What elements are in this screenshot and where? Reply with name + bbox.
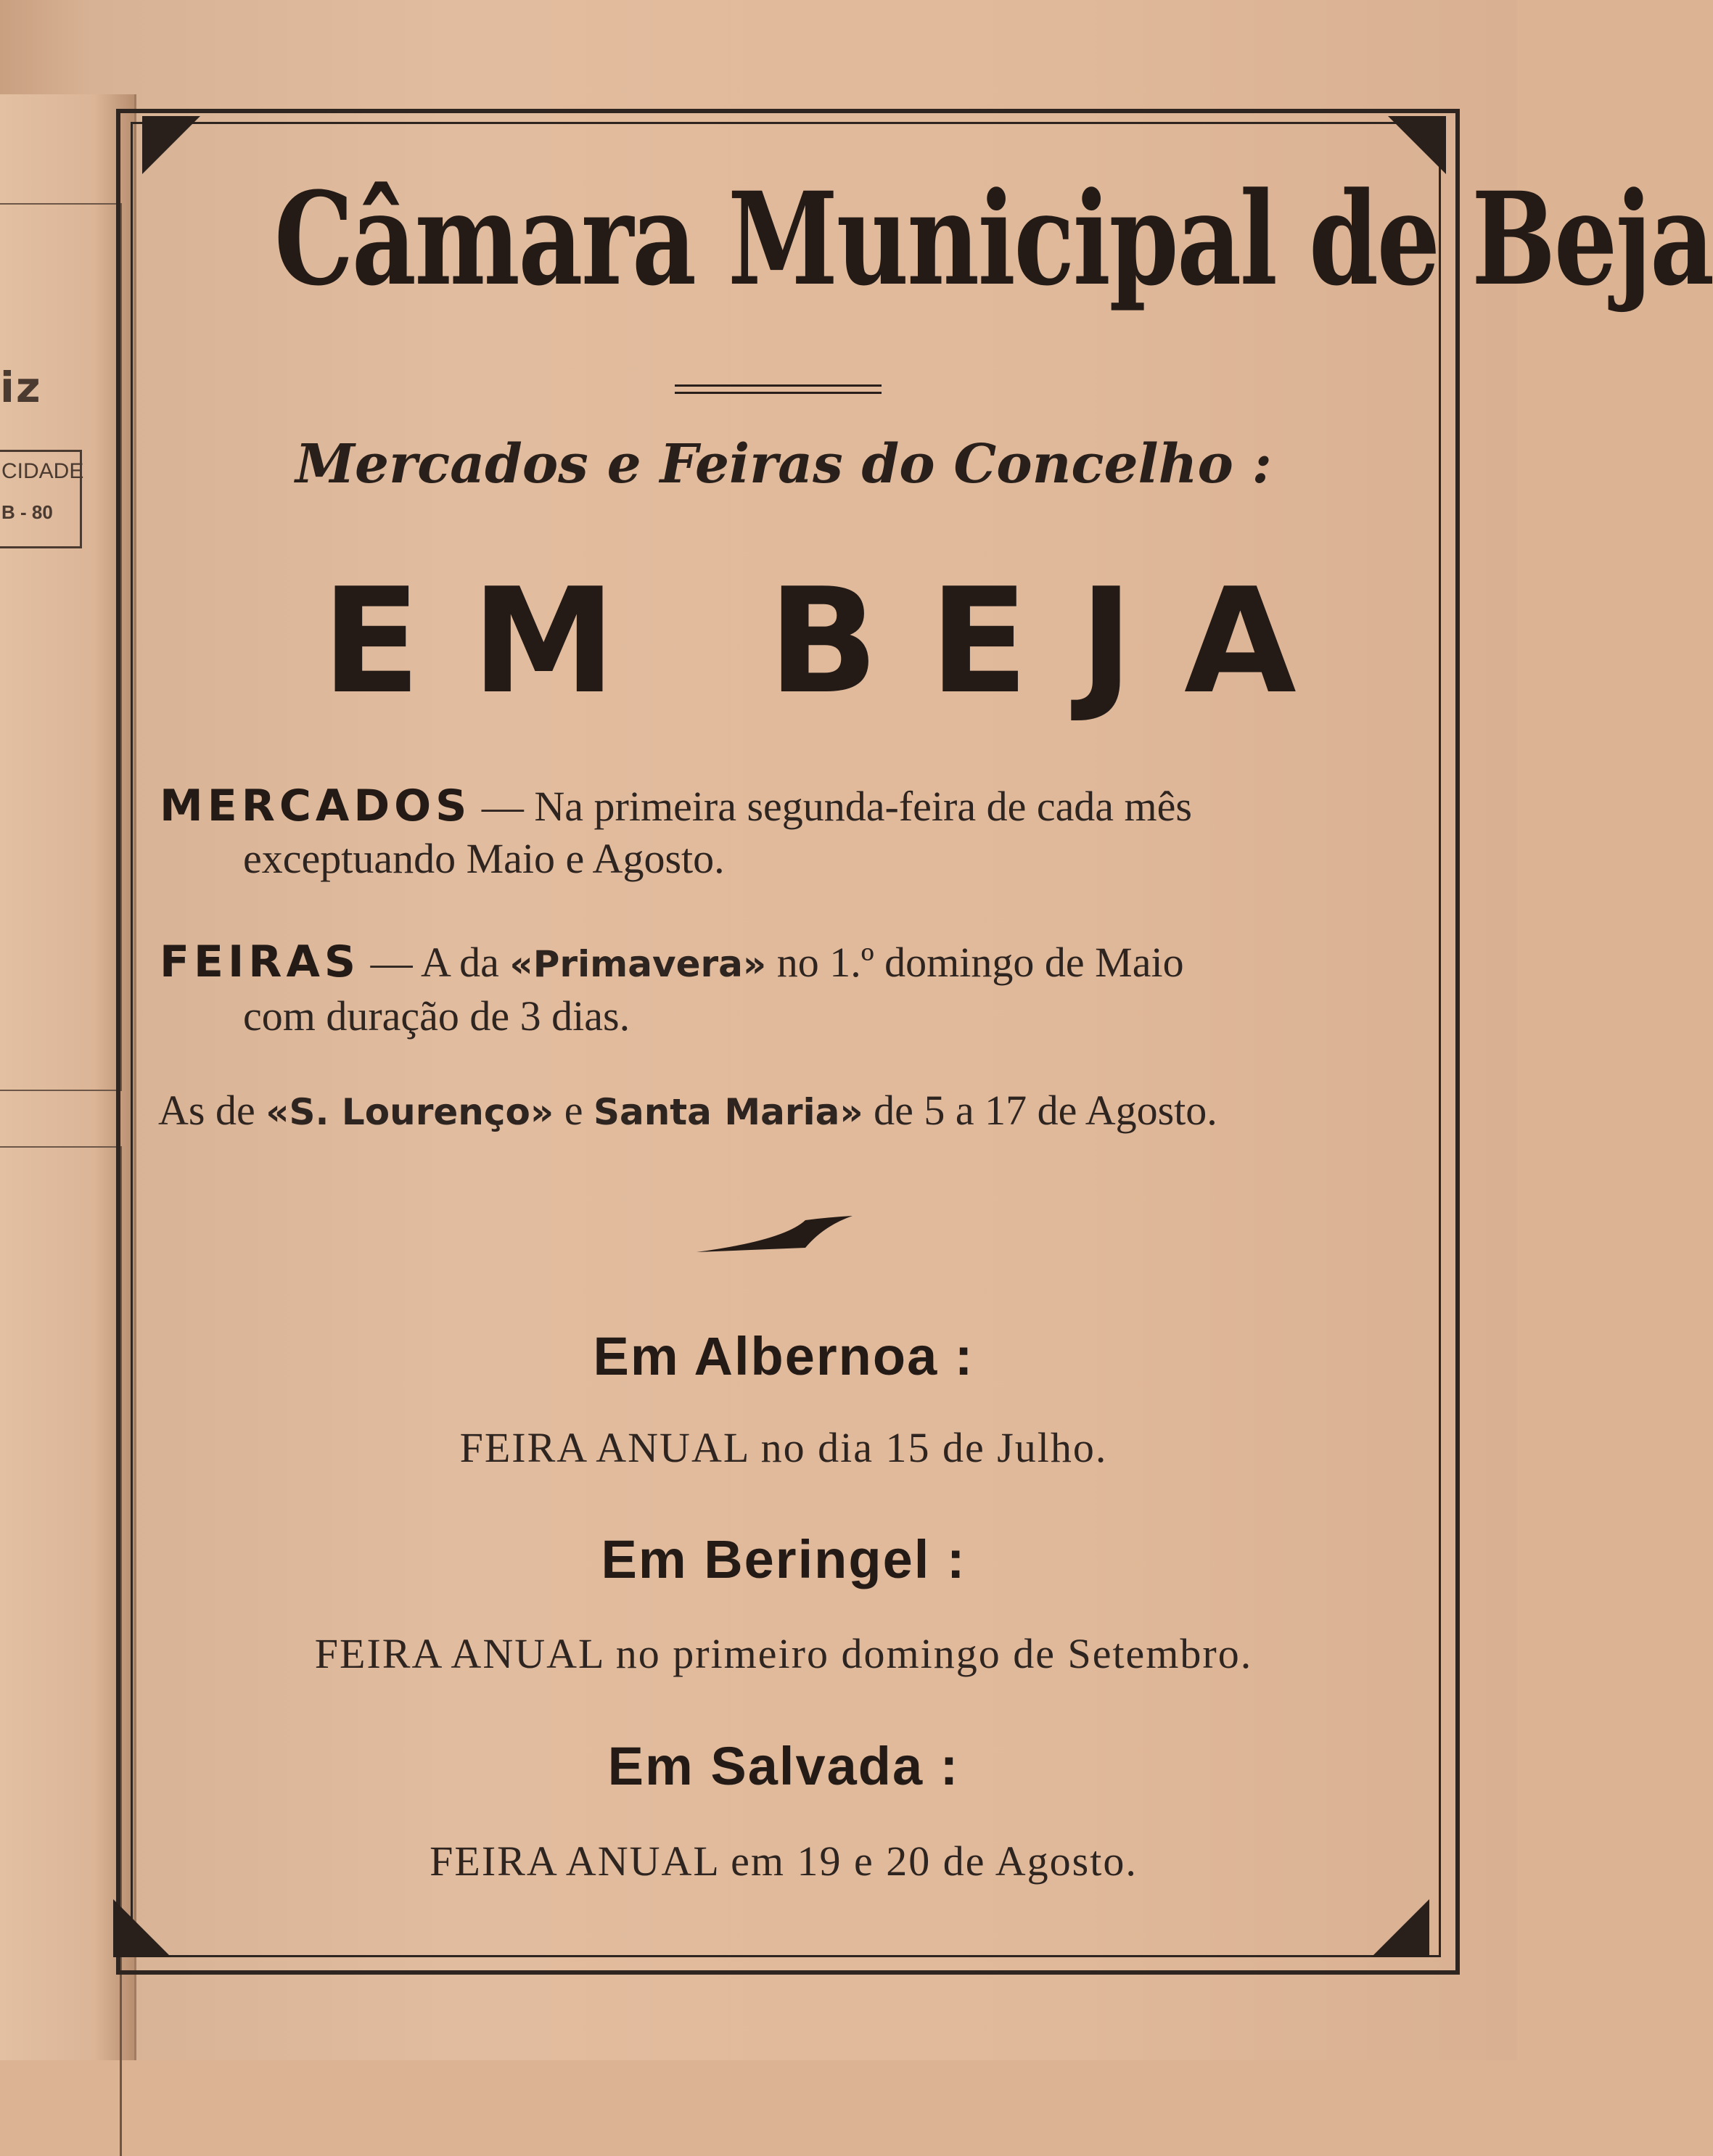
feira-name-lourenco: «S. Lourenço» (266, 1091, 554, 1133)
section-text-albernoa: FEIRA ANUAL no dia 15 de Julho. (459, 1424, 1108, 1471)
facing-page-box-lower (0, 1146, 122, 2156)
facing-page-fragment: iz (0, 363, 42, 412)
frame-corner-ornament (1371, 1899, 1429, 1957)
section-heading-salvada: Em Salvada : (607, 1736, 960, 1796)
section-heading-beja: EM BEJA (321, 557, 1347, 726)
feiras-continuation: com duração de 3 dias. (243, 992, 630, 1040)
lourenco-text-c: de 5 a 17 de Agosto. (874, 1087, 1217, 1134)
facing-page-box (0, 203, 122, 1091)
feira-name-primavera: «Primavera» (509, 943, 767, 985)
mercados-label: MERCADOS (160, 781, 472, 831)
facing-page-label-box (0, 450, 82, 548)
mercados-continuation: exceptuando Maio e Agosto. (243, 835, 725, 882)
lourenco-text-b: e (564, 1087, 583, 1134)
feiras-label: FEIRAS (160, 937, 361, 987)
facing-page-label: CIDADE (1, 459, 84, 483)
frame-corner-ornament (113, 1899, 171, 1957)
swoosh-divider-ornament (697, 1211, 856, 1255)
lourenco-paragraph (158, 1085, 1406, 1138)
frame-corner-ornament (142, 116, 200, 174)
feira-name-santa-maria: Santa Maria» (593, 1091, 863, 1133)
title-divider (675, 384, 882, 394)
feiras-text-b: no 1.º domingo de Maio (776, 939, 1184, 986)
section-text-beringel: FEIRA ANUAL no primeiro domingo de Setembro. (314, 1630, 1253, 1677)
page-subtitle: Mercados e Feiras do Concelho : (295, 433, 1272, 495)
section-heading-albernoa: Em Albernoa : (593, 1326, 974, 1386)
feiras-text-a: — A da (370, 939, 499, 986)
section-text-salvada: FEIRA ANUAL em 19 e 20 de Agosto. (430, 1838, 1138, 1885)
lourenco-text-a: As de (158, 1087, 255, 1134)
page-title: Câmara Municipal de Beja (274, 164, 1713, 314)
feiras-paragraph (160, 936, 1408, 1042)
mercados-paragraph (160, 780, 1408, 885)
section-heading-beringel: Em Beringel : (601, 1529, 966, 1589)
facing-page-number: B - 80 (1, 501, 53, 523)
mercados-text: — Na primeira segunda-feira de cada mês (481, 783, 1192, 830)
